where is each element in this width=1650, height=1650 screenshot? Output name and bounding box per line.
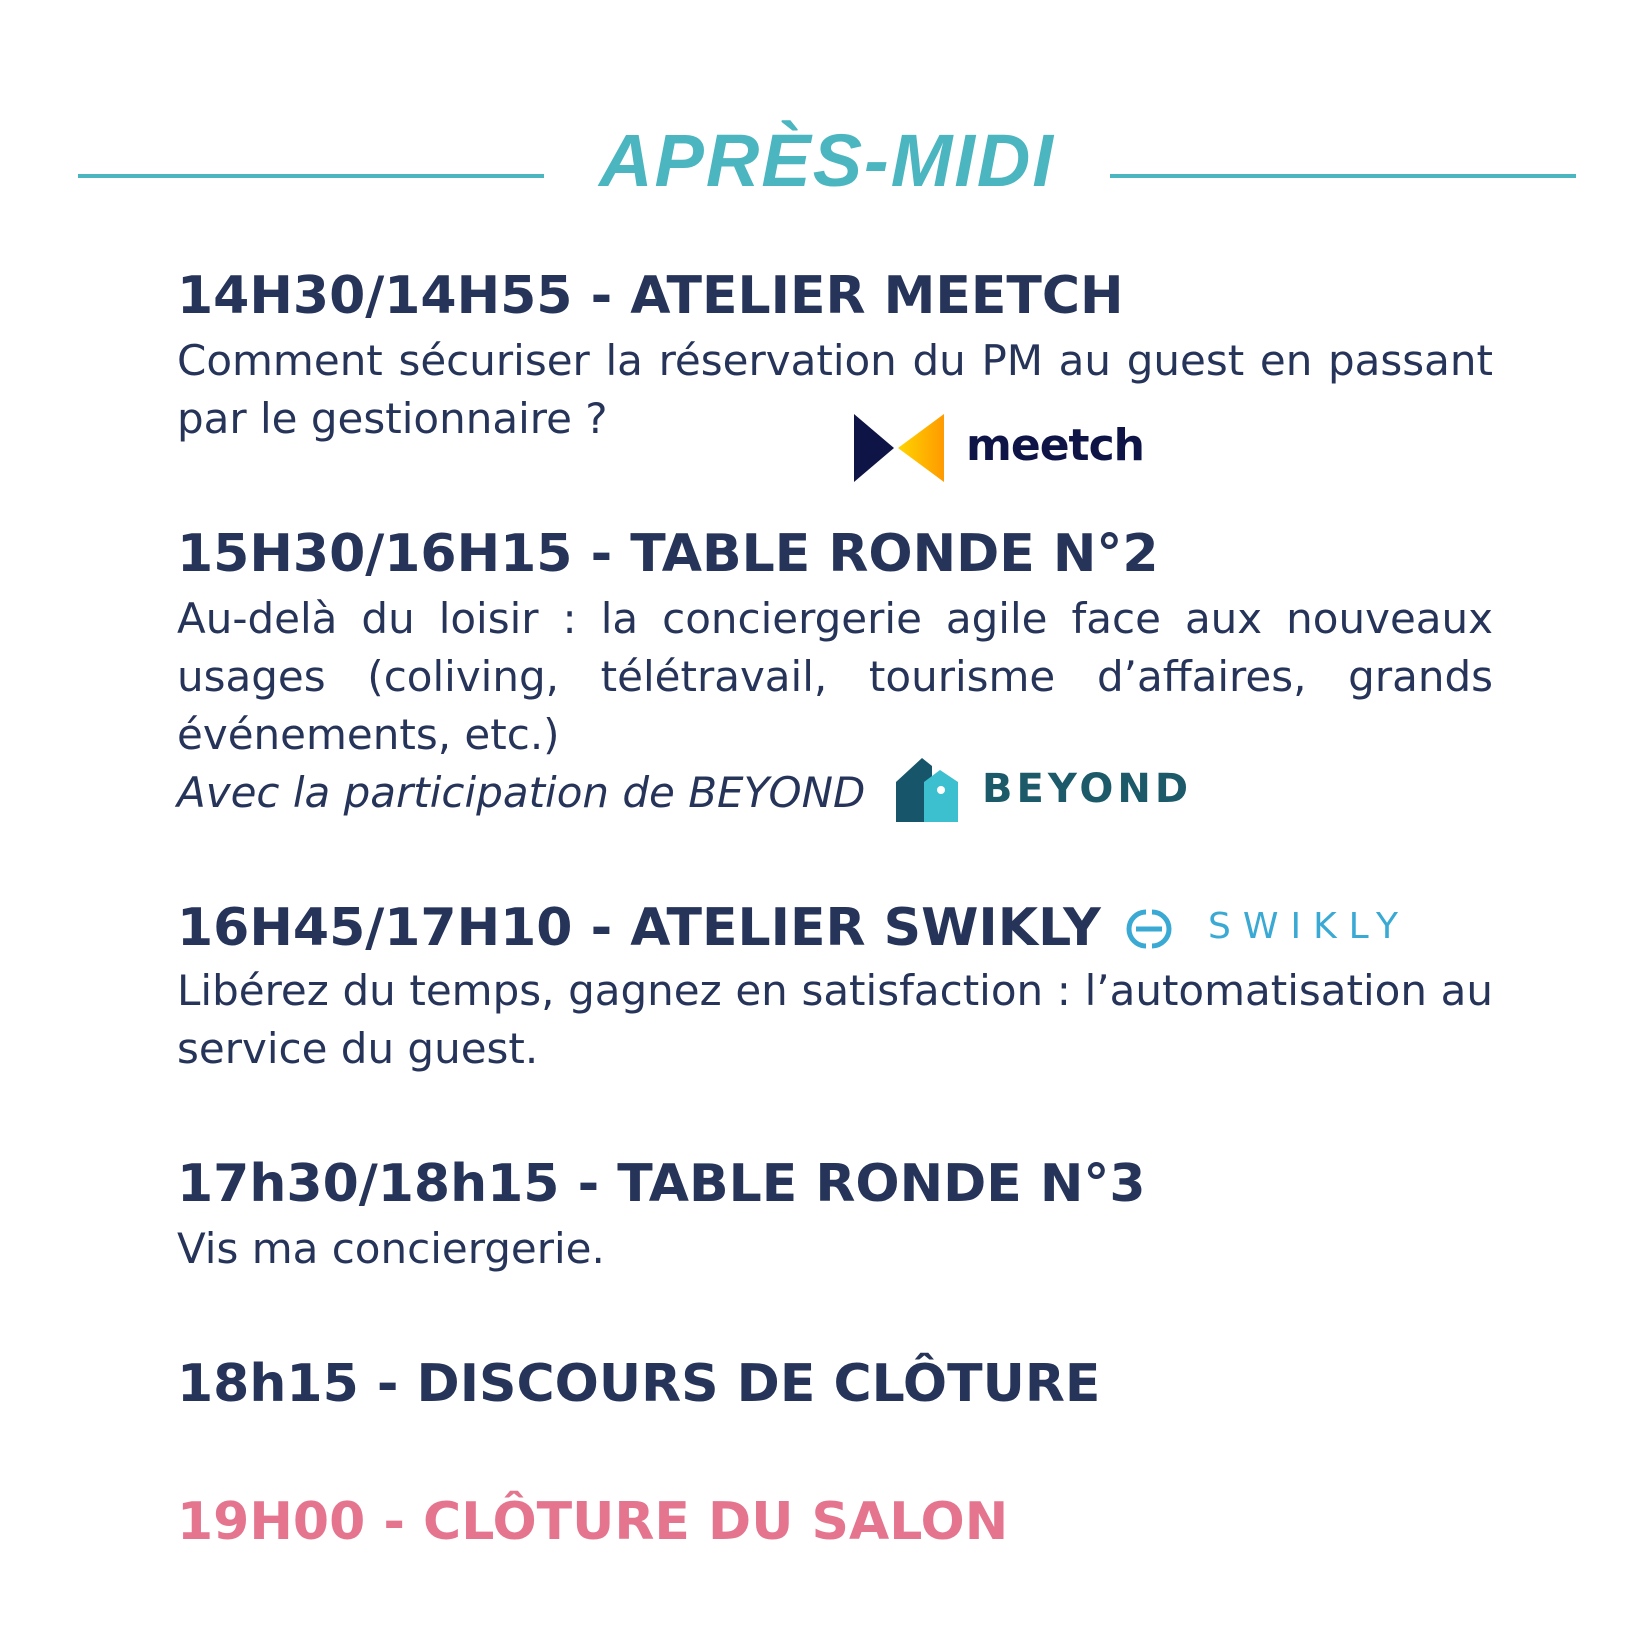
beyond-logo <box>892 752 1192 828</box>
session-description-table-ronde-3: Vis ma conciergerie. <box>177 1224 605 1273</box>
header-line-left <box>78 174 544 178</box>
session-title-table-ronde-3: 17h30/18h15 - TABLE RONDE N°3 <box>177 1154 1146 1214</box>
beyond-logo-icon <box>892 752 964 824</box>
swikly-logo <box>1112 902 1412 958</box>
beyond-logo-text: BEYOND <box>982 766 1193 812</box>
session-participation-beyond: Avec la participation de BEYOND <box>177 768 866 817</box>
session-description-meetch: Comment sécuriser la réservation du PM au guest en passant par le gestionnaire ? <box>177 336 1493 443</box>
page-title: APRÈS-MIDI <box>599 119 1055 202</box>
meetch-logo-text: meetch <box>966 420 1144 471</box>
swikly-logo-text: SWIKLY <box>1208 906 1410 947</box>
session-description-swikly: Libérez du temps, gagnez en satisfaction : l’automatisation au service du guest. <box>177 966 1493 1073</box>
session-title-meetch: 14H30/14H55 - ATELIER MEETCH <box>177 266 1124 326</box>
swikly-logo-icon <box>1112 904 1186 954</box>
session-title-discours-cloture: 18h15 - DISCOURS DE CLÔTURE <box>177 1354 1101 1414</box>
meetch-logo <box>850 410 1180 486</box>
session-title-cloture-salon: 19H00 - CLÔTURE DU SALON <box>177 1492 1009 1552</box>
header-line-right <box>1110 174 1576 178</box>
session-title-swikly: 16H45/17H10 - ATELIER SWIKLY <box>177 898 1101 958</box>
session-title-table-ronde-2: 15H30/16H15 - TABLE RONDE N°2 <box>177 524 1159 584</box>
session-description-table-ronde-2: Au-delà du loisir : la conciergerie agile face aux nouveaux usages (coliving, télétravail, tourisme d’affaires, grands événements, etc.) <box>177 594 1493 759</box>
